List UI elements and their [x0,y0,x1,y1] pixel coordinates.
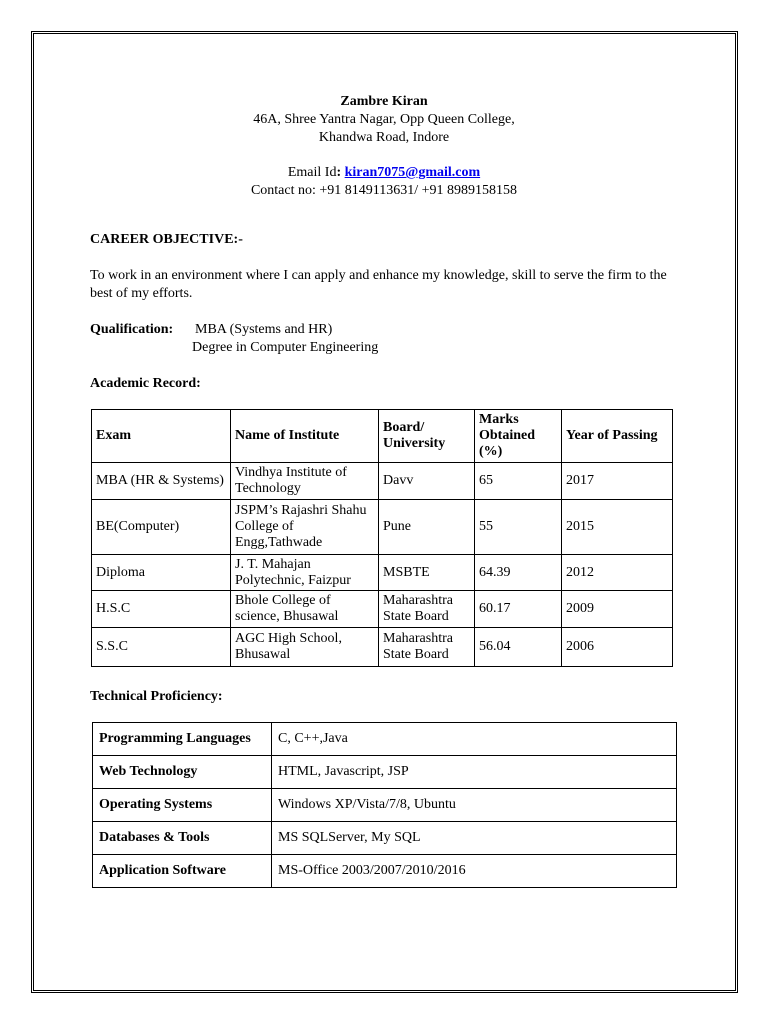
board-cell: MSBTE [379,555,475,591]
year-cell: 2009 [562,591,673,628]
institute-cell: J. T. Mahajan Polytechnic, Faizpur [231,555,379,591]
marks-cell: 60.17 [475,591,562,628]
board-cell: Davv [379,463,475,500]
academic-record-heading: Academic Record: [90,376,201,391]
email-link[interactable]: kiran7075@gmail.com [344,165,481,180]
address-line-1: 46A, Shree Yantra Nagar, Opp Queen College, [253,112,515,127]
table-row [93,723,677,756]
table-header-row [92,410,673,463]
year-cell: 2017 [562,463,673,500]
technical-proficiency-table [92,722,677,888]
skill-category: Operating Systems [93,789,272,822]
skill-value: MS SQLServer, My SQL [272,822,677,855]
institute-cell: Vindhya Institute of Technology [231,463,379,500]
skill-value: Windows XP/Vista/7/8, Ubuntu [272,789,677,822]
board-cell: Maharashtra State Board [379,628,475,667]
qualification-line-2: Degree in Computer Engineering [192,340,379,355]
technical-proficiency-heading: Technical Proficiency: [90,689,223,704]
column-header-board: Board/ University [379,410,475,463]
address-line-2: Khandwa Road, Indore [318,130,450,145]
exam-cell: Diploma [92,555,231,591]
year-cell: 2012 [562,555,673,591]
career-objective-heading: CAREER OBJECTIVE:- [90,232,243,247]
column-header-exam: Exam [92,410,231,463]
skill-category: Application Software [93,855,272,888]
board-cell: Maharashtra State Board [379,591,475,628]
candidate-name: Zambre Kiran [340,94,428,109]
table-row [92,463,673,500]
skill-value: HTML, Javascript, JSP [272,756,677,789]
marks-cell: 65 [475,463,562,500]
table-row [92,628,673,667]
skill-category: Web Technology [93,756,272,789]
year-cell: 2006 [562,628,673,667]
exam-cell: MBA (HR & Systems) [92,463,231,500]
column-header-institute: Name of Institute [231,410,379,463]
table-row [92,555,673,591]
board-cell: Pune [379,500,475,555]
skill-value: MS-Office 2003/2007/2010/2016 [272,855,677,888]
qualification-line-1: MBA (Systems and HR) [195,322,333,337]
year-cell: 2015 [562,500,673,555]
skill-category: Databases & Tools [93,822,272,855]
table-row [93,822,677,855]
marks-cell: 56.04 [475,628,562,667]
table-row [92,591,673,628]
table-row [93,756,677,789]
institute-cell: AGC High School, Bhusawal [231,628,379,667]
contact-line: Contact no: +91 8149113631/ +91 8989158158 [250,183,518,198]
qualification-label: Qualification: [90,322,174,337]
marks-cell: 64.39 [475,555,562,591]
email-label: Email Id [287,165,337,180]
marks-cell: 55 [475,500,562,555]
exam-cell: S.S.C [92,628,231,667]
column-header-year: Year of Passing [562,410,673,463]
table-row [93,789,677,822]
skill-category: Programming Languages [93,723,272,756]
academic-record-table [91,409,673,667]
email-line: Email Id: kiran7075@gmail.com [287,165,481,180]
exam-cell: H.S.C [92,591,231,628]
column-header-marks: Marks Obtained (%) [475,410,562,463]
table-row [93,855,677,888]
skill-value: C, C++,Java [272,723,677,756]
institute-cell: JSPM’s Rajashri Shahu College of Engg,Tathwade [231,500,379,555]
institute-cell: Bhole College of science, Bhusawal [231,591,379,628]
exam-cell: BE(Computer) [92,500,231,555]
career-objective-text: To work in an environment where I can apply and enhance my knowledge, skill to serve the firm to the best of my efforts. [90,268,667,301]
table-row [92,500,673,555]
